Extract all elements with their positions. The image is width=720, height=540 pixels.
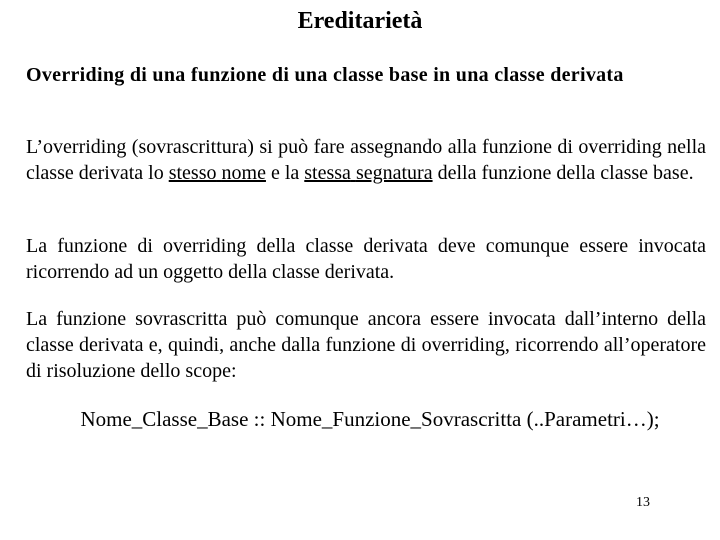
para1-text-before: L’overriding (sovrascrittura) si può fare assegnando alla funzione di overriding nella classe derivata lo <box>26 136 706 184</box>
paragraph-invocation: La funzione di overriding della classe derivata deve comunque essere invocata ricorrendo ad un oggetto della classe derivata. <box>26 235 706 283</box>
section-heading: Overriding di una funzione di una classe base in una classe derivata <box>26 64 624 86</box>
scope-resolution-syntax: Nome_Classe_Base :: Nome_Funzione_Sovrascritta (..Parametri…); <box>80 407 660 431</box>
page-number: 13 <box>636 495 650 510</box>
underlined-stessa: stessa <box>304 162 351 184</box>
para1-text-after: della funzione della classe base. <box>432 162 694 184</box>
paragraph-scope-resolution: La funzione sovrascritta può comunque ancora essere invocata dall’interno della classe derivata e, quindi, anche dalla funzione di overriding, ricorrendo all’operatore di risoluzione dello scope: <box>26 308 706 382</box>
underlined-nome: nome <box>221 162 266 184</box>
underlined-stesso: stesso <box>168 162 217 184</box>
underlined-segnatura: segnatura <box>355 162 433 184</box>
slide-title: Ereditarietà <box>297 8 423 34</box>
para1-text-mid: e la <box>265 162 305 184</box>
paragraph-overriding-definition <box>26 134 706 186</box>
